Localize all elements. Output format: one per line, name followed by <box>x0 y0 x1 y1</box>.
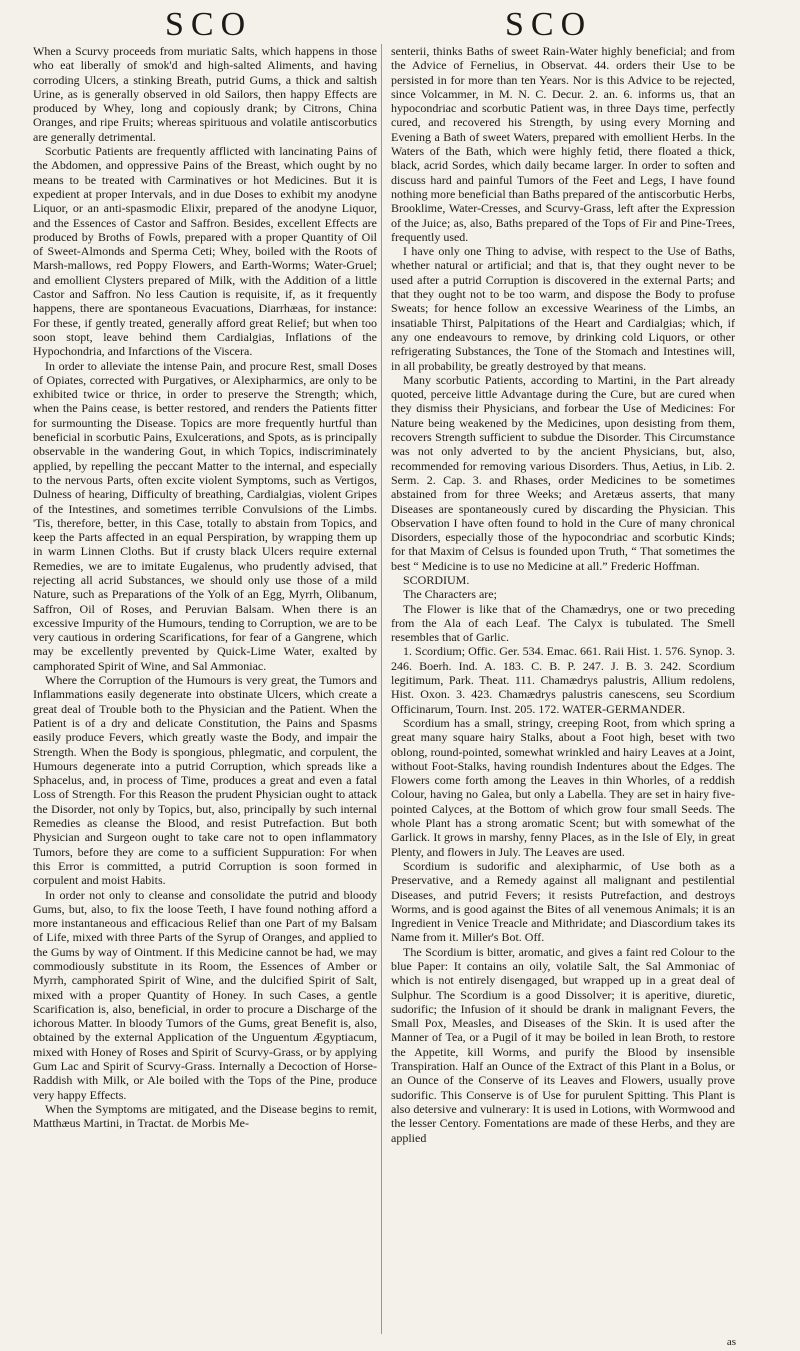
text-columns <box>33 44 735 1336</box>
characters-label: The Characters are; <box>403 587 497 602</box>
section-heading: SCORDIUM. <box>403 572 470 587</box>
paragraph: When a Scurvy proceeds from muriatic Salts, which happens in those who eat liberally of smok'd and high-salted Aliments, and having corroding Ulcers, a stinking Breath, putrid Gums, a thick and saltish Urine, as is generally observed in old Sailors, then happy Effects are produced by Whey, long and copiously drank; by Citrons, China Oranges, and ripe Fruits; whereas spirituous and volatile antiscorbutics are generally detrimental. <box>33 44 377 144</box>
paragraph: Scorbutic Patients are frequently afflicted with lancinating Pains of the Abdomen, and oppressive Pains of the Breast, which ought by no means to be treated with Carminatives or hot Medicines. But it is expedient at proper Intervals, and in due Doses to exhibit my anodyne Liquor, or an anti-spasmodic Elixir, prepared of the anodyne Liquor, and the Essences of Castor and Saffron. Besides, excellent Effects are produced by Broths of Fowls, prepared with a proper Quantity of Oil of Sweet-Almonds and Sperma Ceti; Whey, boiled with the Roots of Marsh-mallows, red Poppy Flowers, and Earth-Worms; Water-Gruel; and emollient Clysters prepared of Milk, with the Addition of a little Castor and Saffron. No less Caution is requisite, if, as it frequently happens, there are spontaneous Evacuations, Diarrhæas, for instance: For these, if gently treated, generally afford great Relief; but when too soon stopt, leave behind them Cardialgias, Inflations of the Hypochondria, and Infarctions of the Viscera. <box>33 144 377 359</box>
paragraph: 1. Scordium; Offic. Ger. 534. Emac. 661. Raii Hist. 1. 576. Synop. 3. 246. Boerh. Ind. A. 183. C. B. P. 247. J. B. 3. 242. Scordium legitimum, Park. Theat. 111. Chamædrys palustris, Allium redolens, Hist. Oxon. 3. 423. Chamædrys palustris canescens, seu Scordium Officinarum, Tourn. Inst. 205. 172. WATER-GERMANDER. <box>391 644 735 716</box>
paragraph: When the Symptoms are mitigated, and the Disease begins to remit, Matthæus Martini, in Tractat. de Morbis Me- <box>33 1101 377 1131</box>
running-header <box>0 6 800 48</box>
right-column <box>391 44 735 1336</box>
paragraph: The Flower is like that of the Chamædrys, one or two preceding from the Ala of each Leaf. The Calyx is tubulated. The Smell resembles that of Garlic. <box>391 601 735 645</box>
paragraph: senterii, thinks Baths of sweet Rain-Water highly beneficial; and from the Advice of Fernelius, in Observat. 44. orders their Use to be persisted in for more than ten Years. Nor is this Advice to be rejected, since Volcammer, in M. N. C. Decur. 2. an. 6. informs us, that an hypocondriac and scorbutic Patient was, in three Days time, perfectly cured, and recovered his Strength, by using every Morning and Evening a Bath of sweet Waters, prepared with emollient Herbs. In the Waters of the Bath, which were highly fetid, there floated a thick, black, acrid Sordes, which daily became larger. In order to soften and discuss hard and painful Tumors of the Feet and Legs, I have found nothing more beneficial than Baths prepared of the antiscorbutic Herbs, Brooklime, Water-Cresses, and Scurvy-Grass, left after the Expression of the Juice; as, also, Baths prepared of the Tops of Fir and Pine-Trees, frequently used. <box>391 44 735 244</box>
paragraph: Scordium is sudorific and alexipharmic, of Use both as a Preservative, and a Remedy against all malignant and pestilential Diseases, and putrid Fevers; it resists Putrefaction, and destroys Worms, and is good against the Bites of all venemous Animals; it is an Ingredient in Venice Treacle and Mithridate; and Diascordium takes its Name from it. Miller's Bot. Off. <box>391 858 735 945</box>
paragraph: Where the Corruption of the Humours is very great, the Tumors and Inflammations easily degenerate into obstinate Ulcers, which create a great deal of Trouble both to the Physician and the Patient. When the Patient is of a dry and delicate Constitution, the Pains and Spasms easily produce Fevers, which greatly waste the Body, and impair the Strength. When the Body is spongious, phlegmatic, and corpulent, the Humours degenerate into a putrid Corruption, which spreads like a Sphacelus, and, in process of Time, produces a great and even a fatal Loss of Strength. For this Reason the prudent Physician ought to attack the Disorder, not only by Topics, but, also, principally by such internal Remedies as cleanse the Blood, and resist Putrefaction. But both Physician and Surgeon ought to take care not to open inflammatory Tumors, before they are come to a sufficient Suppuration: For when this Error is committed, a putrid Corruption is soon formed in corpulent and moist Habits. <box>33 673 377 888</box>
paragraph: In order to alleviate the intense Pain, and procure Rest, small Doses of Opiates, corrected with Purgatives, or Alexipharmics, are only to be exhibited twice or thrice, in order to preserve the Strength; which, when the Pains cease, is better restored, and renders the Patients fitter for surmounting the Disease. Topics are more frequently hurtful than beneficial in scorbutic Pains, Exulcerations, and Spots, as is principally observable in the wandering Gout, in which Topics, indiscriminately applied, by repelling the peccant Matter to the internal, and especially to the nervous Parts, often excite violent Symptoms, such as Vertigos, Dulness of hearing, Difficulty of breathing, Cardialgias, violent Gripes of the Intestines, and sometimes terrible Convulsions of the Limbs. 'Tis, therefore, better, in this Case, totally to abstain from Topics, and keep the Parts affected in an equal Perspiration, by wrapping them up in warm Linnen Cloths. But if crusty black Ulcers require external Remedies, we are to imitate Eugalenus, who prudently advised, that rejecting all acrid Substances, we should only use those of a mild Nature, such as Preparations of the Yolk of an Egg, Myrrh, Olibanum, Saffron, Oil of Roses, and Peruvian Balsam. When there is an excessive Impurity of the Humours, tending to Corruption, we are to be very cautious in ordering Scarifications, for fear of a Gangrene, which may be excellently prevented by Quick-Lime Water, exalted by camphorated Spirit of Wine, and Sal Ammoniac. <box>33 358 377 673</box>
paragraph: Many scorbutic Patients, according to Martini, in the Part already quoted, perceive little Advantage during the Cure, but are cured when they dismiss their Physicians, and forbear the Use of Medicines: For Nature being weakened by the Medicines, upon desisting from them, recovers Strength sufficient to subdue the Disorder. This Circumstance was not only adverted to by the ancient Physicians, but, also, recommended for removing various Disorders. Thus, Aetius, in Lib. 2. Serm. 2. Cap. 3. and Rhases, order Medicines to be sometimes abstained from for three Weeks; and Aretæus asserts, that many Diseases are spontaneously cured by discarding the Physician. This Observation I have often found to hold in the Cure of many chronical Disorders, especially those of the hypocondriac and scorbutic Kinds; for that Maxim of Celsus is founded upon Truth, “ That sometimes the best “ Medicine is to use no Medicine at all.” Frederic Hoffman. <box>391 372 735 573</box>
paragraph: In order not only to cleanse and consolidate the putrid and bloody Gums, but, also, to fix the loose Teeth, I have found nothing afford a more instantaneous and efficacious Relief than one Part of my Balsam of Life, mixed with three Parts of the Syrup of Oranges, and applied to the Gums by way of Ointment. If this Medicine cannot be had, we may commodiously substitute in its Room, the Essences of Amber or Myrrh, camphorated Spirit of Wine, and the dulcified Spirit of Salt, mixed with a proper Quantity of Honey. In such Cases, a gentle Scarification is, also, beneficial, in order to procure a Discharge of the ichorous Matter. In bloody Tumors of the Gums, great Benefit is, also, obtained by the external Application of the Unguentum Ægyptiacum, mixed with Honey of Roses and Spirit of Scurvy-Grass, or by applying Gum Lac and Spirit of Scurvy-Grass. Internally a Decoction of Horse-Raddish with Milk, or Ale boiled with the Tops of the Pine, produce very happy Effects. <box>33 887 377 1102</box>
paragraph: The Scordium is bitter, aromatic, and gives a faint red Colour to the blue Paper: It contains an oily, volatile Salt, the Sal Ammoniac of which is not entirely disengaged, but wrapped up in a great deal of Sulphur. The Scordium is a good Dissolver; it is aperitive, diuretic, sudorific; the Infusion of it should be drank in malignant Fevers, the Small Pox, Measles, and Diseases of the Skin. It is used after the Manner of Tea, or a Pugil of it may be boiled in lean Broth, to restore the Appetite, kill Worms, and purify the Blood by insensible Transpiration. Half an Ounce of the Extract of this Plant in a Bolus, or an Ounce of the Conserve of its Leaves and Flowers, usually prove sudorific. This Conserve is of Use for purulent Spitting. This Plant is also detersive and vulnerary: It is used in Lotions, with Wormwood and the lesser Centory. Fomentations are made of these Herbs, and they are applied <box>391 944 735 1145</box>
left-column <box>33 44 377 1336</box>
header-left: SCO <box>165 6 253 43</box>
paragraph: Scordium has a small, stringy, creeping Root, from which spring a great many square hairy Stalks, about a Foot high, beset with two oblong, round-pointed, somewhat wrinkled and hairy Leaves at a Joint, without Foot-Stalks, having roundish Indentures about the Edges. The Flowers come forth among the Leaves in thin Whorles, of a reddish Colour, having no Galea, but only a Labella. They are set in hairy five-pointed Calyces, at the Bottom of which grow four small Seeds. The whole Plant has a strong aromatic Scent; but with somewhat of the Garlick. It grows in marshy, fenny Places, as in the Isle of Ely, in great Plenty, and flowers in July. The Leaves are used. <box>391 715 735 859</box>
header-right: SCO <box>505 6 593 43</box>
catchword: as <box>726 1336 736 1348</box>
paragraph: I have only one Thing to advise, with respect to the Use of Baths, whether natural or artificial; and that is, that they ought never to be used after a putrid Corruption is discovered in the external Parts; and that they ought not to be too warm, and dispose the Body to profuse Sweats; for hence follow an excessive Weariness of the Limbs, an insatiable Thirst, Palpitations of the Heart and Cardialgias; which, if any one endeavours to remove, by drinking cold Liquors, or other refrigerating Substances, the Tone of the Stomach and Intestines will, in all probability, be greatly destroyed by that means. <box>391 244 735 373</box>
